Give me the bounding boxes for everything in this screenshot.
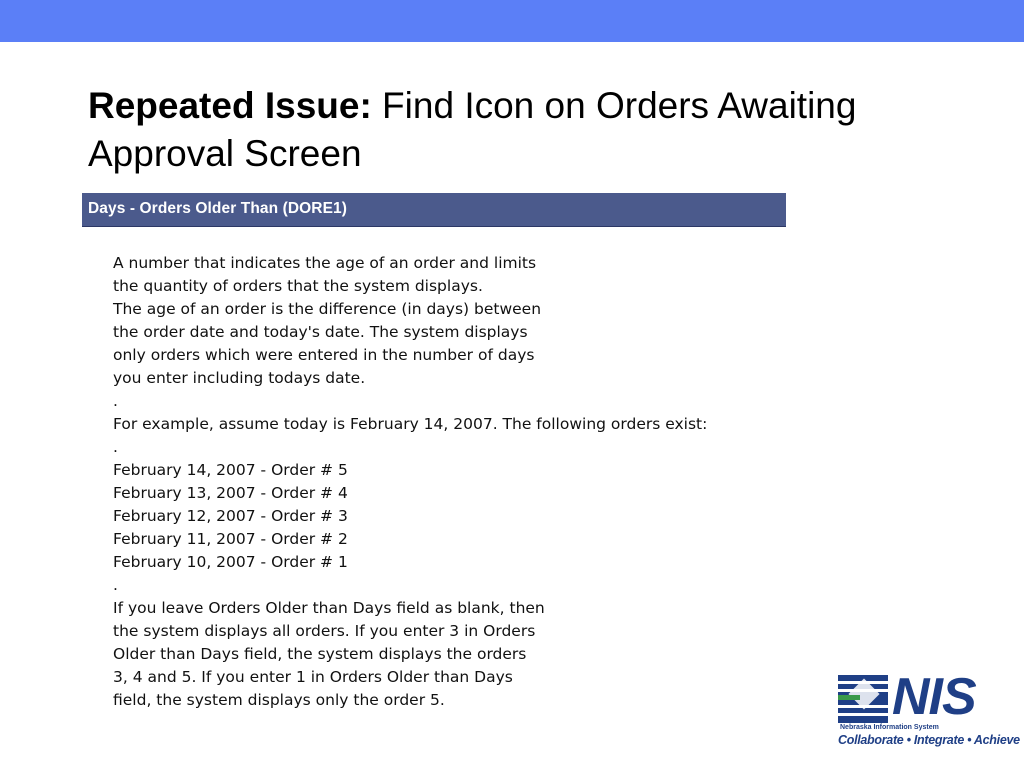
nis-logo-letters: NIS [892, 668, 976, 726]
help-line: you enter including todays date. [113, 369, 366, 387]
help-line: the quantity of orders that the system displays. [113, 277, 483, 295]
help-panel-body [113, 252, 793, 712]
help-line: . [113, 392, 118, 410]
slide-title [88, 82, 968, 178]
help-line: Older than Days field, the system displays the orders [113, 645, 527, 663]
help-line: field, the system displays only the order 5. [113, 691, 445, 709]
nis-logo-org-name: Nebraska Information System [840, 724, 939, 731]
help-line: . [113, 576, 118, 594]
help-line: February 12, 2007 - Order # 3 [113, 507, 348, 525]
help-line: February 10, 2007 - Order # 1 [113, 553, 348, 571]
help-line: 3, 4 and 5. If you enter 1 in Orders Older than Days [113, 668, 513, 686]
help-line: February 13, 2007 - Order # 4 [113, 484, 348, 502]
nis-logo [838, 668, 1020, 753]
top-banner-bar [0, 0, 1024, 42]
help-line: the system displays all orders. If you enter 3 in Orders [113, 622, 536, 640]
help-line: A number that indicates the age of an order and limits [113, 254, 537, 272]
help-line: February 14, 2007 - Order # 5 [113, 461, 348, 479]
help-line: For example, assume today is February 14, 2007. The following orders exist: [113, 415, 708, 433]
help-line: the order date and today's date. The system displays [113, 323, 528, 341]
help-line: only orders which were entered in the number of days [113, 346, 535, 364]
help-line: . [113, 438, 118, 456]
slide-title-rest: Find Icon on Orders Awaiting Approval Screen [88, 85, 857, 174]
help-line: If you leave Orders Older than Days field as blank, then [113, 599, 545, 617]
help-line: The age of an order is the difference (in days) between [113, 300, 542, 318]
nis-logo-tagline: Collaborate • Integrate • Achieve [838, 733, 1020, 747]
slide-title-bold: Repeated Issue: [88, 85, 372, 126]
help-line: February 11, 2007 - Order # 2 [113, 530, 348, 548]
help-panel-header-title: Days - Orders Older Than (DORE1) [88, 200, 348, 217]
help-panel-header [82, 193, 786, 227]
nis-logo-mark [838, 675, 888, 723]
